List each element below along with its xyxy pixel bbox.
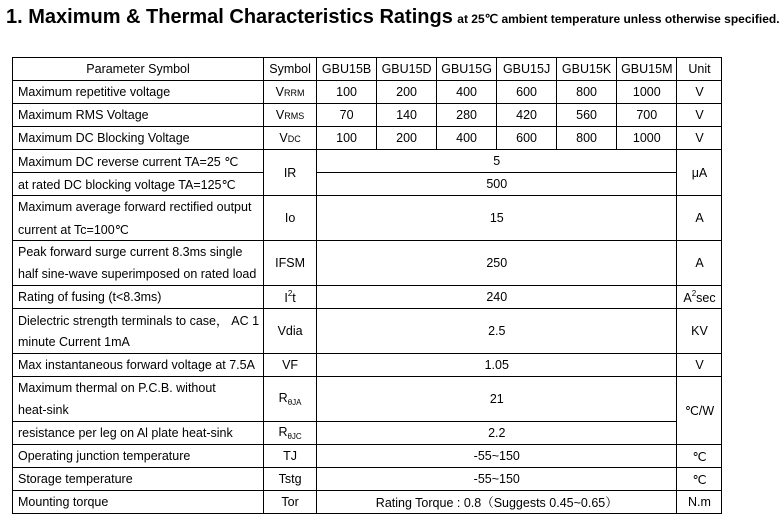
value-cell: 560 (557, 104, 617, 127)
table-row (13, 241, 722, 264)
symbol-cell: IFSM (264, 241, 317, 286)
header-model: GBU15K (557, 58, 617, 81)
unit-cell: ℃ (677, 445, 722, 468)
param-cell: Maximum DC reverse current TA=25 ℃ (13, 150, 264, 173)
unit-cell: V (677, 81, 722, 104)
symbol-cell: TJ (264, 445, 317, 468)
table-row (13, 377, 722, 400)
symbol-cell: $I^2t$ (264, 286, 317, 309)
symbol-cell: $R_{\theta JC}$ (264, 422, 317, 445)
value-cell: 800 (557, 127, 617, 150)
value-cell: 1000 (617, 81, 677, 104)
header-model: GBU15J (497, 58, 557, 81)
header-unit: Unit (677, 58, 722, 81)
unit-cell: ℃ (677, 468, 722, 491)
unit-cell: V (677, 104, 722, 127)
header-model: GBU15G (437, 58, 497, 81)
value-cell: 5 (317, 150, 677, 173)
value-cell: 140 (377, 104, 437, 127)
table-row (13, 354, 722, 377)
unit-cell: A (677, 241, 722, 286)
value-cell: 500 (317, 173, 677, 196)
table-row (13, 104, 722, 127)
value-cell: 240 (317, 286, 677, 309)
table-row (13, 468, 722, 491)
header-param: Parameter Symbol (13, 58, 264, 81)
symbol-cell: VRMS (264, 104, 317, 127)
value-cell: 100 (317, 81, 377, 104)
table-row (13, 127, 722, 150)
value-cell: 70 (317, 104, 377, 127)
table-row (13, 196, 722, 219)
table-row (13, 173, 722, 196)
table-row (13, 445, 722, 468)
symbol-cell: VRRM (264, 81, 317, 104)
header-model: GBU15M (617, 58, 677, 81)
value-cell: 250 (317, 241, 677, 286)
symbol-cell: VF (264, 354, 317, 377)
table-row (13, 422, 722, 445)
title-note: at 25℃ ambient temperature unless otherwise specified. (457, 12, 780, 26)
header-row (13, 58, 722, 81)
table-row (13, 150, 722, 173)
value-cell: 1000 (617, 127, 677, 150)
value-cell: 1.05 (317, 354, 677, 377)
unit-cell: μA (677, 150, 722, 196)
param-cell: Rating of fusing (t<8.3ms) (13, 286, 264, 309)
value-cell: 100 (317, 127, 377, 150)
value-cell: 800 (557, 81, 617, 104)
value-cell: 280 (437, 104, 497, 127)
param-cell: Peak forward surge current 8.3ms single (13, 241, 264, 264)
value-cell: 2.5 (317, 309, 677, 354)
value-cell: 200 (377, 81, 437, 104)
unit-cell: KV (677, 309, 722, 354)
value-cell: 2.2 (317, 422, 677, 445)
param-cell: Maximum DC Blocking Voltage (13, 127, 264, 150)
header-model: GBU15D (377, 58, 437, 81)
value-cell: 600 (497, 127, 557, 150)
param-cell: heat-sink (13, 399, 264, 422)
table-row (13, 81, 722, 104)
param-cell: Operating junction temperature (13, 445, 264, 468)
unit-cell: ℃/W (677, 377, 722, 445)
value-cell: 15 (317, 196, 677, 241)
value-cell: 400 (437, 127, 497, 150)
page-title (6, 6, 780, 29)
param-cell: minute Current 1mA (13, 331, 264, 354)
param-cell: resistance per leg on Al plate heat-sink (13, 422, 264, 445)
value-cell: 600 (497, 81, 557, 104)
header-symbol: Symbol (264, 58, 317, 81)
value-cell: 21 (317, 377, 677, 422)
value-cell: 420 (497, 104, 557, 127)
ratings-table (12, 57, 722, 514)
symbol-cell: VDC (264, 127, 317, 150)
param-cell: current at Tc=100℃ (13, 218, 264, 241)
unit-cell: V (677, 127, 722, 150)
param-cell: Max instantaneous forward voltage at 7.5A (13, 354, 264, 377)
param-cell: at rated DC blocking voltage TA=125℃ (13, 173, 264, 196)
unit-cell: N.m (677, 491, 722, 514)
value-cell: Rating Torque : 0.8（Suggests 0.45~0.65） (317, 491, 677, 514)
unit-cell: $A^2\sec$ (677, 286, 722, 309)
symbol-cell: Tstg (264, 468, 317, 491)
param-cell: half sine-wave superimposed on rated load (13, 263, 264, 286)
param-cell: Maximum repetitive voltage (13, 81, 264, 104)
symbol-cell: $R_{\theta JA}$ (264, 377, 317, 422)
symbol-cell: IR (264, 150, 317, 196)
param-cell: Dielectric strength terminals to case， AC 1 (13, 309, 264, 332)
value-cell: -55~150 (317, 468, 677, 491)
title-main: 1. Maximum & Thermal Characteristics Ratings (6, 6, 453, 28)
symbol-cell: Io (264, 196, 317, 241)
table-row (13, 309, 722, 332)
value-cell: -55~150 (317, 445, 677, 468)
header-model: GBU15B (317, 58, 377, 81)
symbol-cell: Tor (264, 491, 317, 514)
unit-cell: V (677, 354, 722, 377)
value-cell: 700 (617, 104, 677, 127)
symbol-cell: Vdia (264, 309, 317, 354)
param-cell: Maximum thermal on P.C.B. without (13, 377, 264, 400)
param-cell: Maximum RMS Voltage (13, 104, 264, 127)
param-cell: Mounting torque (13, 491, 264, 514)
value-cell: 400 (437, 81, 497, 104)
unit-cell: A (677, 196, 722, 241)
table-row (13, 286, 722, 309)
param-cell: Storage temperature (13, 468, 264, 491)
table-row (13, 491, 722, 514)
param-cell: Maximum average forward rectified output (13, 196, 264, 219)
value-cell: 200 (377, 127, 437, 150)
